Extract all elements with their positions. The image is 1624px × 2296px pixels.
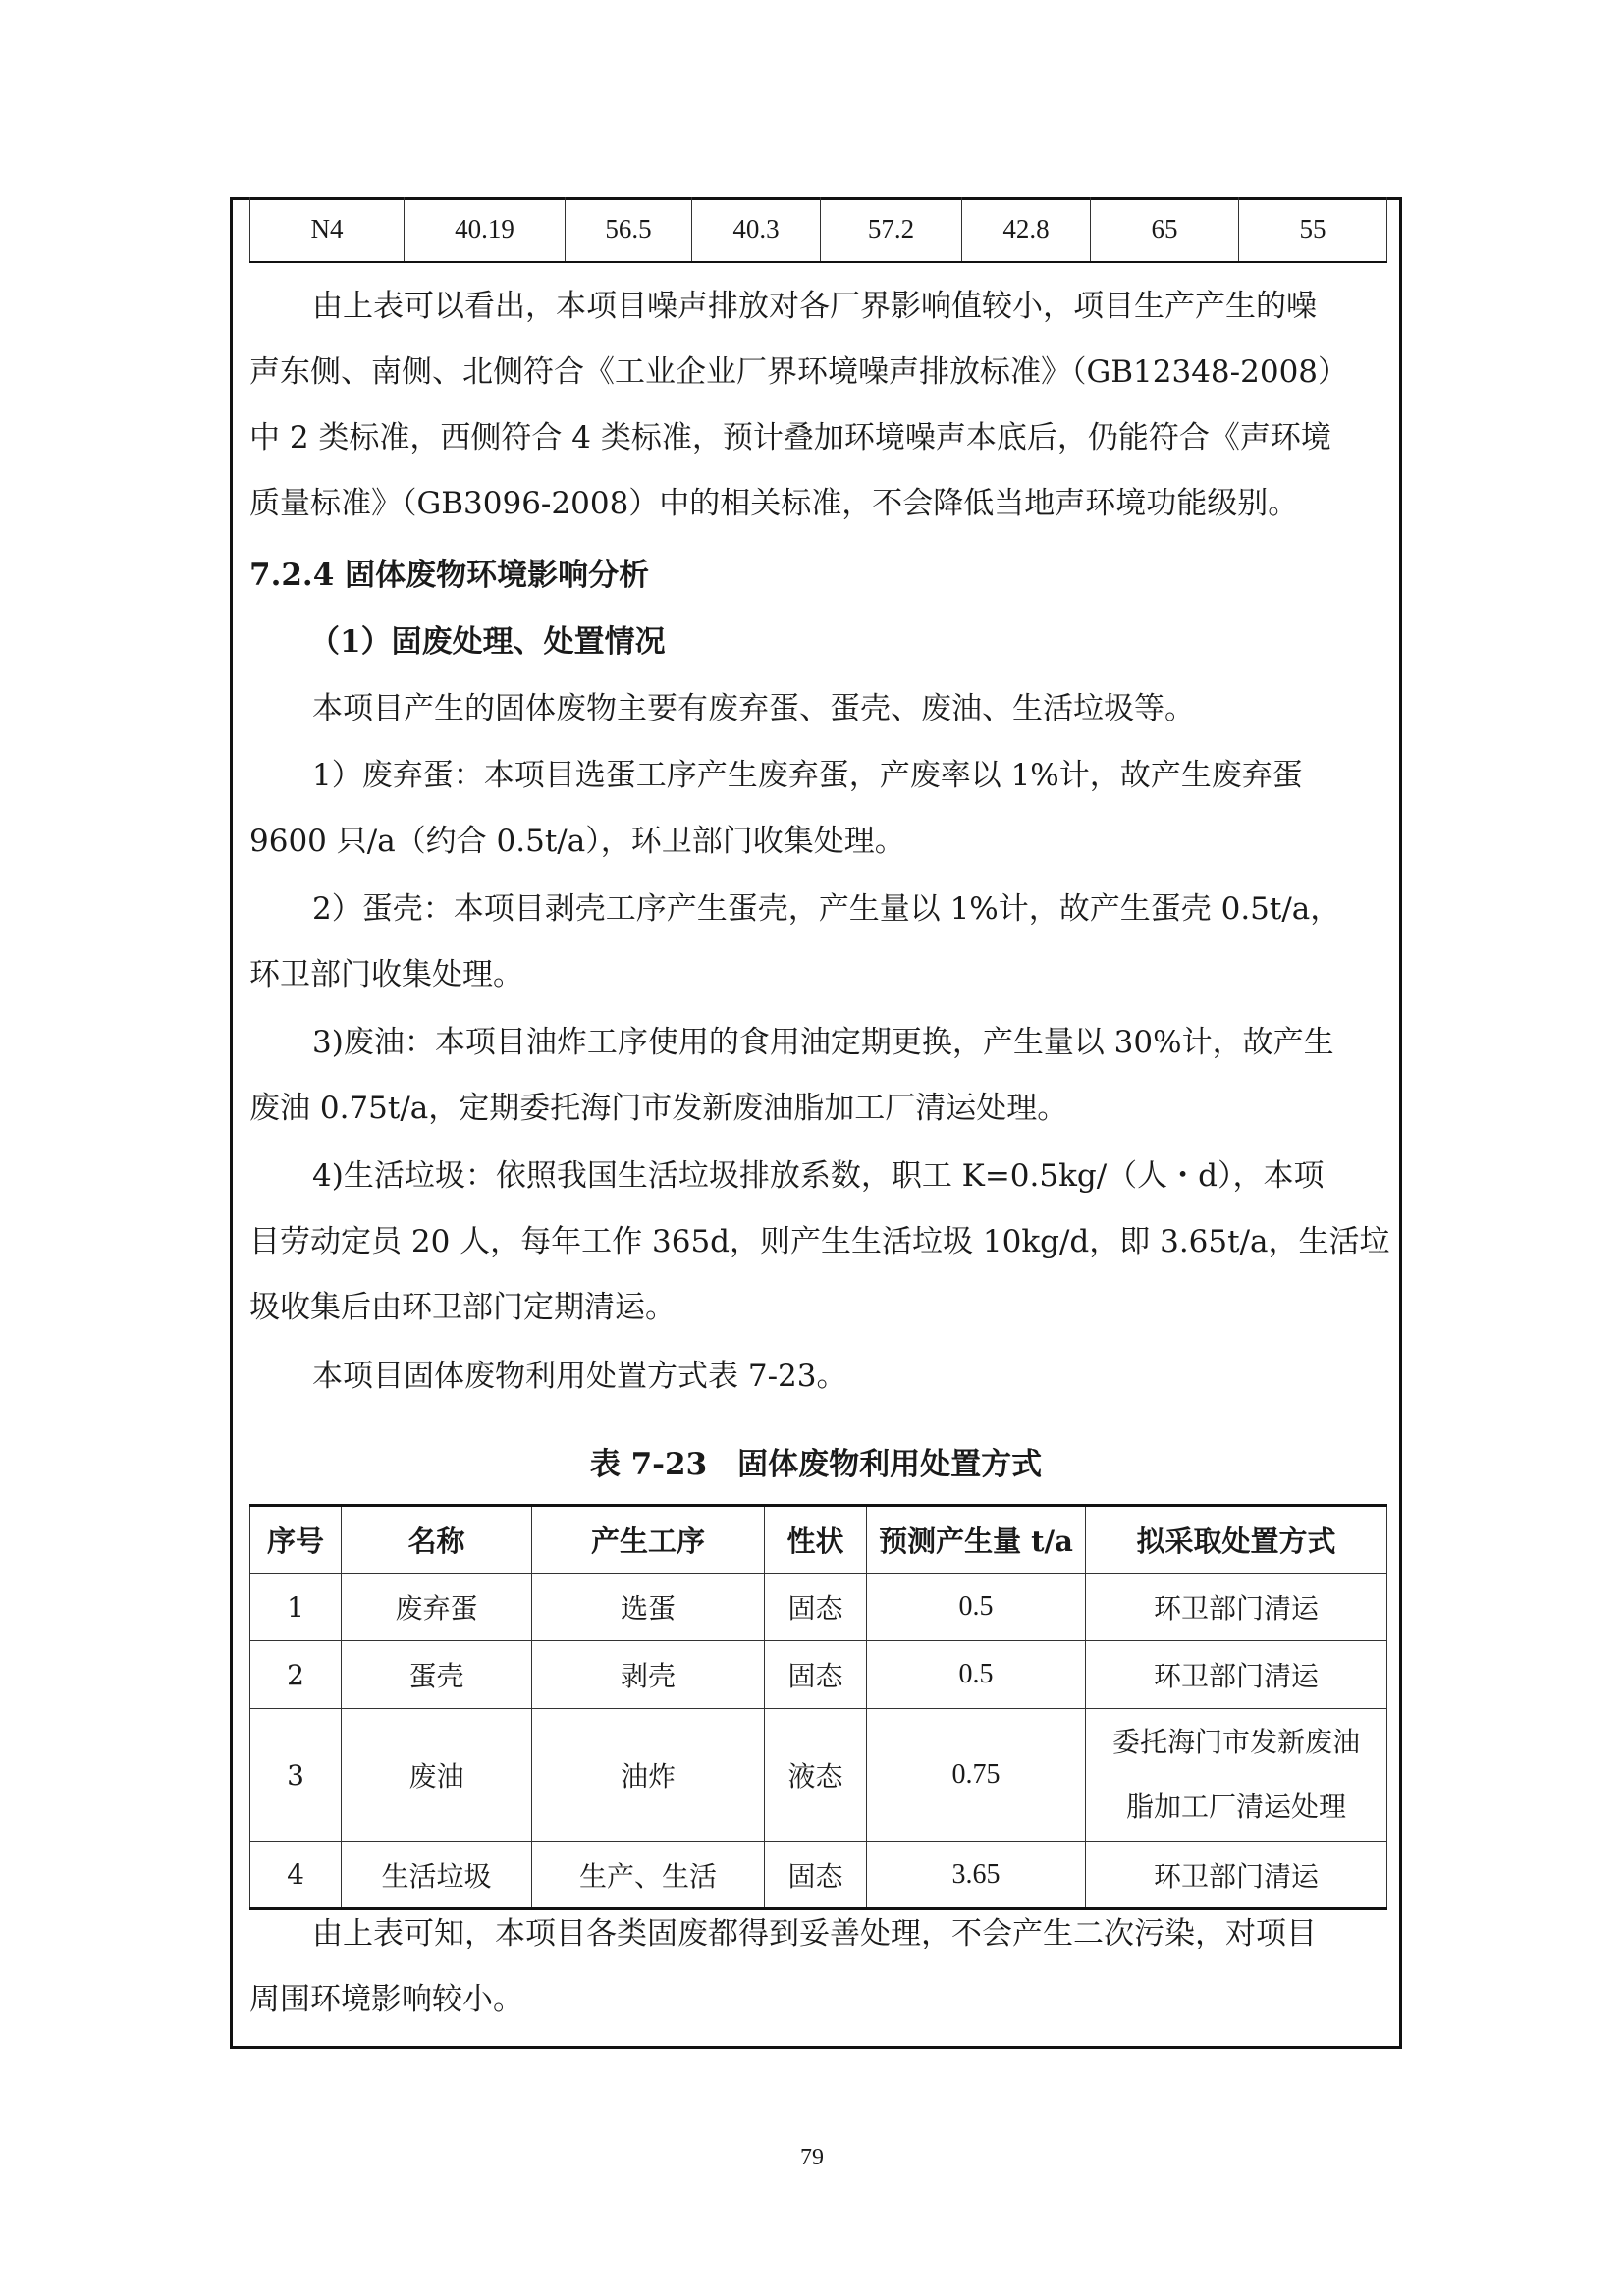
cell-line: 委托海门市发新废油 [1111, 1726, 1360, 1758]
table-cell: 蛋壳 [342, 1641, 532, 1709]
table-cell: 55 [1239, 197, 1387, 262]
table-row [250, 1574, 1387, 1641]
table-cell: 生活垃圾 [342, 1842, 532, 1909]
text-line: 2）蛋壳：本项目剥壳工序产生蛋壳，产生量以 1%计，故产生蛋壳 0.5t/a， [312, 891, 1341, 927]
text-line: 本项目产生的固体废物主要有废弃蛋、蛋壳、废油、生活垃圾等。 [312, 691, 1195, 726]
table-cell: 生产、生活 [532, 1842, 765, 1909]
text-line: 由上表可以看出，本项目噪声排放对各厂界影响值较小，项目生产产生的噪 [312, 289, 1317, 324]
table-cell: 废油 [342, 1709, 532, 1842]
table-row [250, 197, 1387, 262]
column-header: 性状 [765, 1506, 867, 1574]
table-cell: 固态 [765, 1641, 867, 1709]
text-line: 3)废油：本项目油炸工序使用的食用油定期更换，产生量以 30%计，故产生 [312, 1025, 1334, 1060]
column-header: 拟采取处置方式 [1086, 1506, 1387, 1574]
table-cell: 65 [1091, 197, 1239, 262]
text-line: 4)生活垃圾：依照我国生活垃圾排放系数，职工 K=0.5kg/（人・d），本项 [312, 1158, 1325, 1194]
cell-line: 脂加工厂清运处理 [1125, 1790, 1346, 1823]
page-number: 79 [800, 2145, 824, 2170]
text-line: 圾收集后由环卫部门定期清运。 [249, 1290, 676, 1325]
table-cell: 废弃蛋 [342, 1574, 532, 1641]
table-cell: 选蛋 [532, 1574, 765, 1641]
text-line: 周围环境影响较小。 [249, 1982, 523, 2017]
noise-table-fragment [249, 197, 1387, 263]
table-row [250, 1842, 1387, 1909]
content-frame [230, 197, 1402, 2049]
table-cell: 环卫部门清运 [1086, 1842, 1387, 1909]
table-cell: 56.5 [566, 197, 692, 262]
column-header: 预测产生量 t/a [867, 1506, 1086, 1574]
text-line: 本项目固体废物利用处置方式表 7-23。 [312, 1359, 847, 1394]
table-cell: 40.3 [692, 197, 821, 262]
table-cell: 剥壳 [532, 1641, 765, 1709]
table-cell: 40.19 [405, 197, 566, 262]
table-cell: 固态 [765, 1842, 867, 1909]
text-line: 由上表可知，本项目各类固废都得到妥善处理，不会产生二次污染，对项目 [312, 1916, 1317, 1951]
table-cell: 1 [250, 1574, 342, 1641]
text-line: 9600 只/a（约合 0.5t/a），环卫部门收集处理。 [249, 824, 905, 859]
table-cell: 0.5 [867, 1641, 1086, 1709]
text-line: 废油 0.75t/a，定期委托海门市发新废油脂加工厂清运处理。 [249, 1091, 1068, 1126]
solid-waste-table [249, 1504, 1387, 1910]
table-cell: 固态 [765, 1574, 867, 1641]
text-line: 中 2 类标准，西侧符合 4 类标准，预计叠加环境噪声本底后，仍能符合《声环境 [249, 420, 1331, 455]
table-cell: 4 [250, 1842, 342, 1909]
table-cell: 57.2 [821, 197, 962, 262]
subsection-heading: （1）固废处理、处置情况 [309, 624, 666, 660]
text-line: 声东侧、南侧、北侧符合《工业企业厂界环境噪声排放标准》（GB12348-2008） [249, 354, 1349, 390]
table-cell: 油炸 [532, 1709, 765, 1842]
column-header: 名称 [342, 1506, 532, 1574]
table-cell: 42.8 [962, 197, 1091, 262]
table-cell: 0.5 [867, 1574, 1086, 1641]
column-header: 序号 [250, 1506, 342, 1574]
table-cell: 环卫部门清运 [1086, 1641, 1387, 1709]
table-caption: 表 7-23 固体废物利用处置方式 [589, 1447, 1043, 1482]
table-row [250, 1641, 1387, 1709]
table-cell: 0.75 [867, 1709, 1086, 1842]
table-cell: 环卫部门清运 [1086, 1574, 1387, 1641]
table-cell [1086, 1709, 1387, 1842]
section-heading: 7.2.4 固体废物环境影响分析 [249, 558, 650, 593]
text-line: 质量标准》（GB3096-2008）中的相关标准，不会降低当地声环境功能级别。 [249, 486, 1299, 521]
text-line: 目劳动定员 20 人，每年工作 365d，则产生生活垃圾 10kg/d，即 3.65t/a，生活垃 [249, 1224, 1390, 1259]
text-line: 1）废弃蛋：本项目选蛋工序产生废弃蛋，产废率以 1%计，故产生废弃蛋 [312, 758, 1303, 793]
table-header-row [250, 1506, 1387, 1574]
table-cell: 液态 [765, 1709, 867, 1842]
table-cell: 3.65 [867, 1842, 1086, 1909]
table-cell: 2 [250, 1641, 342, 1709]
text-line: 环卫部门收集处理。 [249, 957, 523, 992]
column-header: 产生工序 [532, 1506, 765, 1574]
table-row [250, 1709, 1387, 1842]
table-cell: 3 [250, 1709, 342, 1842]
table-cell: N4 [250, 197, 405, 262]
